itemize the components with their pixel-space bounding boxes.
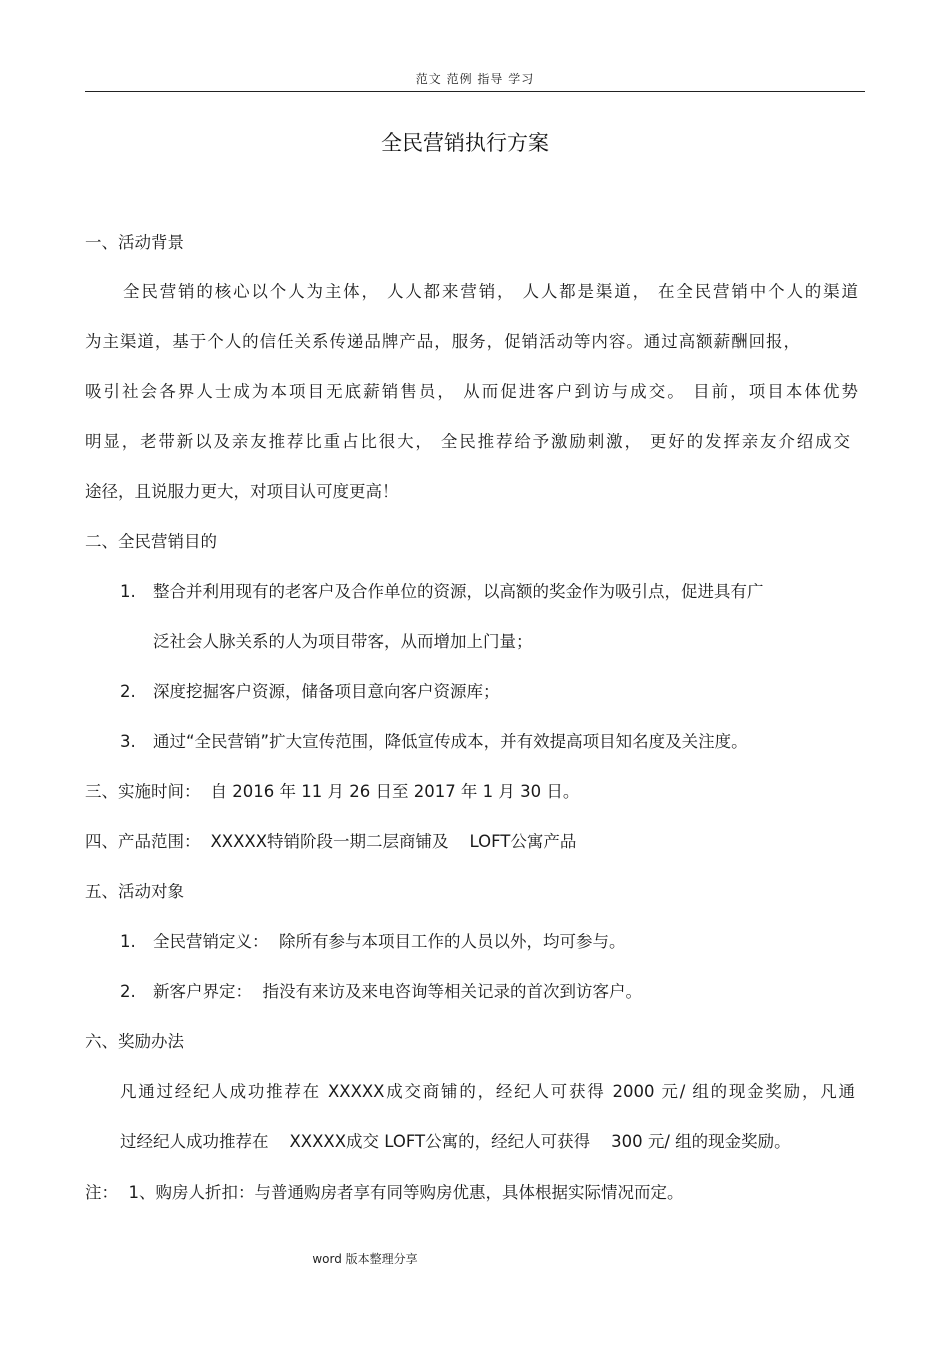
product-range: XXXXX特销阶段一期二层商铺及 LOFT公寓产品: [210, 832, 577, 851]
running-header: 范文 范例 指导 学习: [415, 72, 535, 86]
list-text: 深度挖掘客户资源，储备项目意向客户资源库；: [153, 682, 500, 701]
section-time: [85, 780, 579, 804]
section-products: [85, 830, 576, 854]
list-number: 2.: [120, 982, 136, 1001]
list-number: 1.: [120, 582, 136, 601]
paragraph-line: 凡通过经纪人成功推荐在 XXXXX成交商铺的，经纪人可获得 2000 元/ 组的现金奖励，凡通: [120, 1082, 855, 1101]
list-item: [120, 930, 626, 954]
header-rule: [85, 91, 865, 92]
list-number: 1.: [120, 932, 136, 951]
list-text: 新客户界定： 指没有来访及来电咨询等相关记录的首次到访客户。: [153, 982, 642, 1001]
paragraph-line: 为主渠道，基于个人的信任关系传递品牌产品，服务，促销活动等内容。通过高额薪酬回报，: [85, 332, 800, 351]
section-heading-rewards: 六、奖励办法: [85, 1032, 184, 1051]
list-text: 通过“全民营销”扩大宣传范围，降低宣传成本，并有效提高项目知名度及关注度。: [153, 732, 748, 751]
paragraph-line: 明显，老带新以及亲友推荐比重占比很大， 全民推荐给予激励刺激， 更好的发挥亲友介绍成交: [85, 432, 850, 451]
paragraph-line: 途径，且说服力更大，对项目认可度更高！: [85, 482, 399, 501]
section-heading-audience: 五、活动对象: [85, 882, 184, 901]
list-item-continuation: 泛社会人脉关系的人为项目带客，从而增加上门量；: [153, 632, 533, 651]
paragraph-line: 过经纪人成功推荐在 XXXXX成交 LOFT公寓的，经纪人可获得 300 元/ 组的现金奖励。: [120, 1132, 791, 1151]
section-heading-background: 一、活动背景: [85, 233, 184, 252]
list-item: [120, 580, 764, 604]
footnote: 注： 1、购房人折扣：与普通购房者享有同等购房优惠，具体根据实际情况而定。: [85, 1183, 684, 1202]
section-heading-time: 三、实施时间：: [85, 782, 201, 801]
section-heading-purpose: 二、全民营销目的: [85, 532, 217, 551]
list-item: [120, 730, 748, 754]
list-text: 整合并利用现有的老客户及合作单位的资源，以高额的奖金作为吸引点，促进具有广: [153, 582, 764, 601]
paragraph-line: 全民营销的核心以个人为主体， 人人都来营销， 人人都是渠道， 在全民营销中个人的渠道: [123, 282, 858, 301]
section-heading-products: 四、产品范围：: [85, 832, 201, 851]
time-range: 自 2016 年 11 月 26 日至 2017 年 1 月 30 日。: [210, 782, 580, 801]
list-item: [120, 680, 500, 704]
paragraph-line: 吸引社会各界人士成为本项目无底薪销售员， 从而促进客户到访与成交。 目前，项目本体优势: [85, 382, 858, 401]
page-footer: word 版本整理分享: [312, 1252, 418, 1266]
list-text: 全民营销定义： 除所有参与本项目工作的人员以外，均可参与。: [153, 932, 626, 951]
list-number: 3.: [120, 732, 136, 751]
list-item: [120, 980, 642, 1004]
list-number: 2.: [120, 682, 136, 701]
document-title: 全民营销执行方案: [381, 131, 549, 155]
